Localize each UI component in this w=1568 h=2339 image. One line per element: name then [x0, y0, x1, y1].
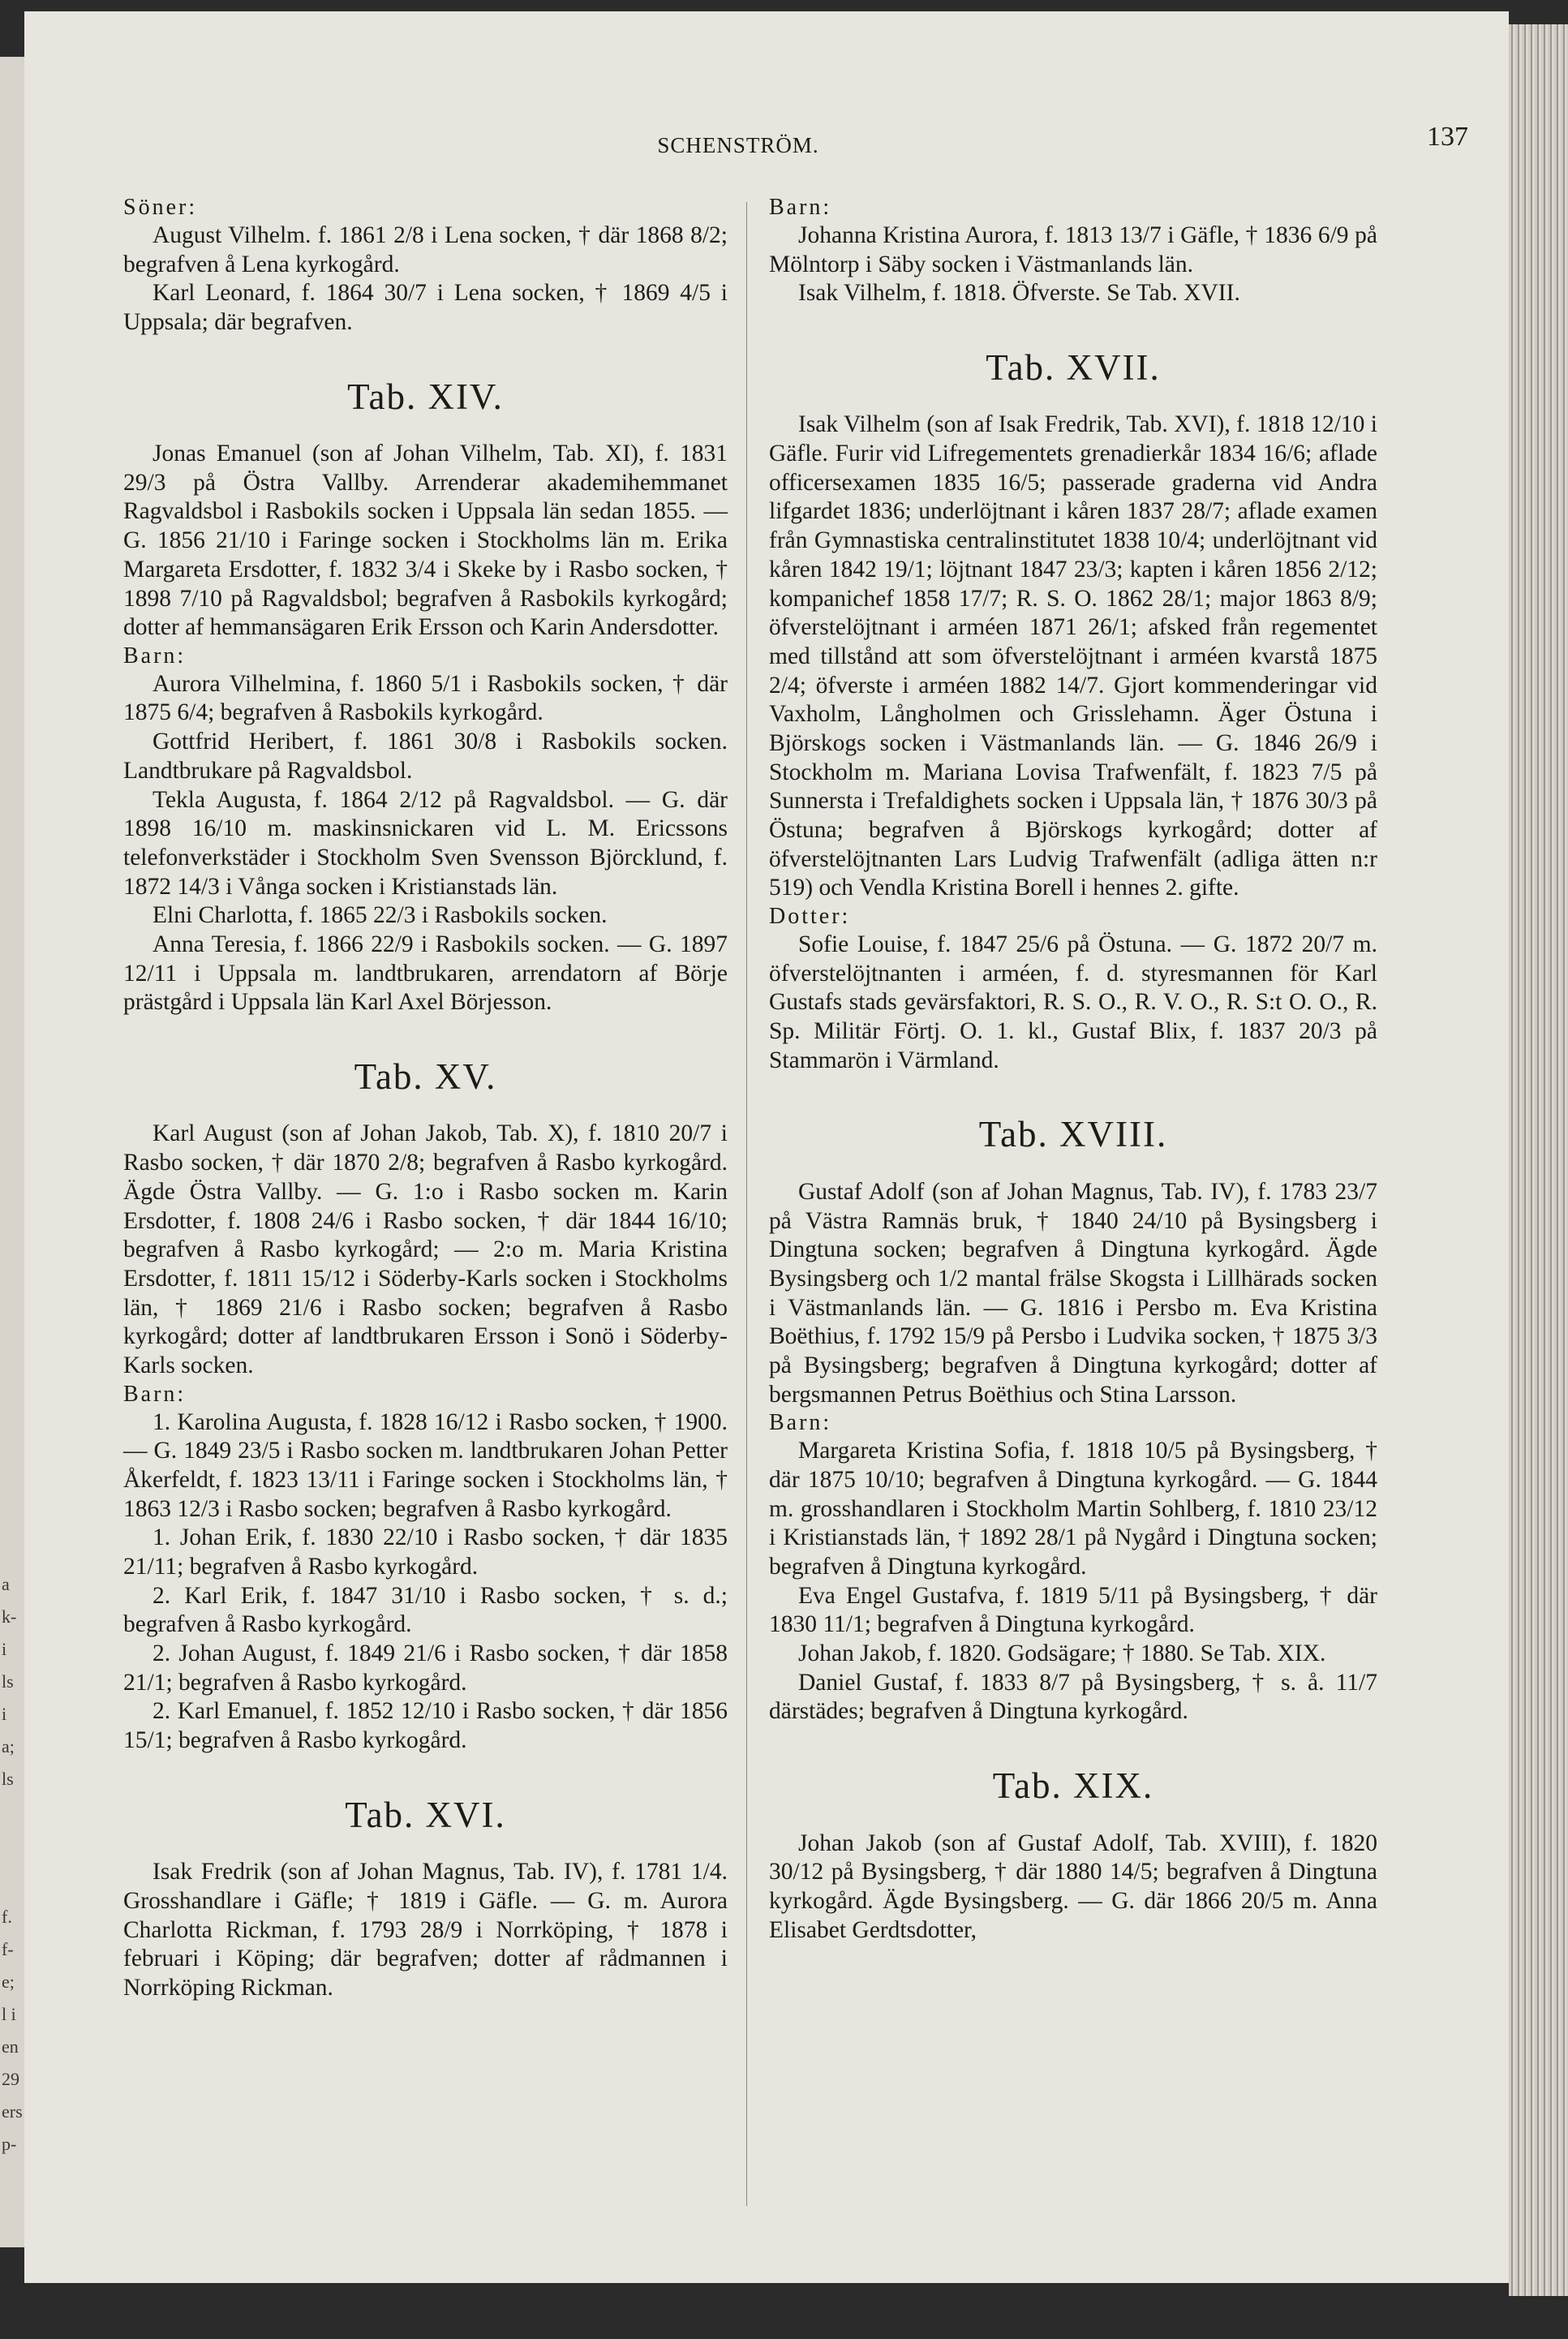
entry-text: Gottfrid Heribert, f. 1861 30/8 i Rasbokils socken. Landtbrukare på Ragvaldsbol.	[123, 729, 728, 784]
section-subheading: Barn:	[123, 1381, 187, 1407]
entry-text: 2. Karl Erik, f. 1847 31/10 i Rasbo socken, † s. d.; begrafven å Rasbo kyrkogård.	[123, 1582, 728, 1638]
margin-fragment: k-	[2, 1606, 17, 1627]
entry-text: Aurora Vilhelmina, f. 1860 5/1 i Rasbokils socken, † där 1875 6/4; begrafven å Rasbokils kyrkogård.	[123, 670, 728, 726]
margin-fragment: e;	[2, 1971, 15, 1992]
entry-text: Tekla Augusta, f. 1864 2/12 på Ragvaldsbol. — G. där 1898 16/10 m. maskinsnickaren vid L. M. Ericssons telefonverkstäder i Stockholm Sven Svensson Björcklund, f. 1872 14/3 i Vånga socken i Kristianstads län.	[123, 786, 728, 900]
entry-text: Isak Vilhelm (son af Isak Fredrik, Tab. XVI), f. 1818 12/10 i Gäfle. Furir vid Lifregementets grenadierkår 1834 16/6; aflade officersexamen 1835 16/5; passerade graderna vid Andra lifgardet 1836; underlöjtnant i kåren 1837 28/7; aflade examen från Gymnastiska centralinstitutet 1838 10/4; underlöjtnant vid kåren 1842 19/1; löjtnant 1847 23/3; kapten i kåren 1856 2/12; kompanichef 1858 17/7; R. S. O. 1862 28/1; major 1863 8/9; öfverstelöjtnant i arméen 1871 26/1; afsked från regementet med tillstånd att som öfverstelöjtnant i arméen kvarstå 1875 2/4; öfverste i arméen 1882 14/7. Gjort kommenderingar vid Vaxholm, Långholmen och Grisslehamn. Äger Östuna i Björskogs socken i Västmanlands län. — G. 1846 26/9 i Stockholm m. Mariana Lovisa Trafwenfält, f. 1823 7/5 på Sunnersta i Trefaldighets socken i Uppsala län, † 1876 30/3 på Östuna; begrafven å Björskogs kyrkogård; dotter af öfverstelöjtnanten Lars Ludvig Trafwenfält (adliga ätten n:r 519) och Vendla Kristina Borell i hennes 2. gifte.	[769, 411, 1377, 901]
entry-text: 2. Karl Emanuel, f. 1852 12/10 i Rasbo socken, † där 1856 15/1; begrafven å Rasbo kyrkogård.	[123, 1698, 728, 1754]
entry-text: Daniel Gustaf, f. 1833 8/7 på Bysingsberg, † s. å. 11/7 därstädes; begrafven å Dingtuna kyrkogård.	[769, 1669, 1377, 1725]
margin-fragment: en	[2, 2036, 19, 2057]
margin-fragment: i	[2, 1704, 7, 1724]
margin-fragment: f-	[2, 1939, 14, 1959]
entry-text: Isak Fredrik (son af Johan Magnus, Tab. IV), f. 1781 1/4. Grosshandlare i Gäfle; † 1819 i Gäfle. — G. m. Aurora Charlotta Rickman, f. 1793 28/9 i Norrköping, † 1878 i februari i Köping; där begrafven; dotter af rådmannen i Norrköping Rickman.	[123, 1859, 728, 2001]
margin-fragment: ers	[2, 2101, 23, 2122]
section-subheading: Söner:	[123, 195, 198, 220]
table-heading: Tab. XVIII.	[978, 1114, 1168, 1155]
entry-text: 1. Karolina Augusta, f. 1828 16/12 i Rasbo socken, † 1900. — G. 1849 23/5 i Rasbo socken m. landtbrukaren Johan Petter Åkerfeldt, f. 1823 13/11 i Faringe socken i Stockholms län, † 1863 12/3 i Rasbo socken; begrafven å Rasbo kyrkogård.	[123, 1408, 728, 1522]
column-divider	[746, 202, 747, 2206]
entry-text: Johan Jakob (son af Gustaf Adolf, Tab. XVIII), f. 1820 30/12 på Bysingsberg, † där 1880 14/5; begrafven å Dingtuna kyrkogård. Ägde Bysingsberg. — G. där 1866 20/5 m. Anna Elisabet Gerdtsdotter,	[769, 1829, 1377, 1943]
section-subheading: Barn:	[769, 1410, 832, 1436]
margin-fragment: a;	[2, 1736, 15, 1756]
margin-fragment: l i	[2, 2004, 16, 2024]
right-column	[769, 194, 1377, 1945]
page-header	[24, 122, 1509, 174]
entry-text: Elni Charlotta, f. 1865 22/3 i Rasbokils socken.	[153, 902, 608, 929]
entry-text: Anna Teresia, f. 1866 22/9 i Rasbokils socken. — G. 1897 12/11 i Uppsala m. landtbrukaren, arrendatorn af Börje prästgård i Uppsala län Karl Axel Börjesson.	[123, 931, 728, 1016]
entry-text: Isak Vilhelm, f. 1818. Öfverste. Se Tab. XVII.	[798, 280, 1240, 307]
running-title: SCHENSTRÖM.	[657, 133, 819, 157]
entry-text: Sofie Louise, f. 1847 25/6 på Östuna. — G. 1872 20/7 m. öfverstelöjtnanten i arméen, f. d. styresmannen för Karl Gustafs stads gevärsfaktori, R. S. O., R. V. O., R. S:t O. O., R. Sp. Militär Förtj. O. 1. kl., Gustaf Blix, f. 1837 20/3 på Stammarön i Värmland.	[769, 931, 1377, 1073]
entry-text: Margareta Kristina Sofia, f. 1818 10/5 på Bysingsberg, † där 1875 10/10; begrafven å Dingtuna kyrkogård. — G. 1844 m. grosshandlaren i Stockholm Martin Sohlberg, f. 1810 23/12 i Kristianstads län, † 1892 28/1 på Nygård i Dingtuna socken; begrafven å Dingtuna kyrkogård.	[769, 1438, 1377, 1580]
margin-fragment: f.	[2, 1907, 12, 1927]
entry-text: Johan Jakob, f. 1820. Godsägare; † 1880. Se Tab. XIX.	[798, 1640, 1326, 1666]
entry-text: Jonas Emanuel (son af Johan Vilhelm, Tab. XI), f. 1831 29/3 på Östra Vallby. Arrenderar akademihemmanet Ragvaldsbol i Rasbokils socken i Uppsala län sedan 1855. — G. 1856 21/10 i Faringe socken i Stockholms län m. Erika Margareta Ersdotter, f. 1832 3/4 i Skeke by i Rasbo socken, † 1898 7/10 på Ragvaldsbol; begrafven å Rasbokils kyrkogård; dotter af hemmansägaren Erik Ersson och Karin Andersdotter.	[123, 441, 728, 641]
table-heading: Tab. XIX.	[992, 1765, 1154, 1807]
book-page	[24, 11, 1509, 2283]
margin-fragment: p-	[2, 2134, 17, 2154]
entry-text: Eva Engel Gustafva, f. 1819 5/11 på Bysingsberg, † där 1830 11/1; begrafven å Dingtuna kyrkogård.	[769, 1582, 1377, 1638]
left-column	[123, 194, 728, 2003]
margin-fragment: ls	[2, 1769, 14, 1789]
section-subheading: Barn:	[769, 195, 832, 220]
entry-text: August Vilhelm. f. 1861 2/8 i Lena socken, † där 1868 8/2; begrafven å Lena kyrkogård.	[123, 221, 728, 277]
entry-text: Karl August (son af Johan Jakob, Tab. X), f. 1810 20/7 i Rasbo socken, † där 1870 2/8; begrafven å Rasbo kyrkogård. Ägde Östra Vallby. — G. 1:o i Rasbo socken m. Karin Ersdotter, f. 1808 24/6 i Rasbo socken, † där 1844 16/10; begrafven å Rasbo kyrkogård; — 2:o m. Maria Kristina Ersdotter, f. 1811 15/12 i Söderby-Karls socken i Stockholms län, † 1869 21/6 i Rasbo socken; begrafven å Rasbo kyrkogård; dotter af landtbrukaren Ersson i Sonö i Söderby-Karls socken.	[123, 1120, 728, 1378]
entry-text: Karl Leonard, f. 1864 30/7 i Lena socken, † 1869 4/5 i Uppsala; där begrafven.	[123, 280, 728, 335]
margin-fragment: a	[2, 1574, 10, 1594]
page-edge-stack	[1509, 24, 1568, 2296]
table-heading: Tab. XVI.	[345, 1794, 506, 1835]
entry-text: 1. Johan Erik, f. 1830 22/10 i Rasbo socken, † där 1835 21/11; begrafven å Rasbo kyrkogård.	[123, 1524, 728, 1580]
margin-fragment: i	[2, 1639, 7, 1659]
section-subheading: Barn:	[123, 643, 187, 669]
table-heading: Tab. XVII.	[986, 346, 1161, 388]
page-number: 137	[1427, 122, 1468, 152]
section-subheading: Dotter:	[769, 904, 851, 930]
table-heading: Tab. XIV.	[347, 376, 504, 417]
entry-text: Gustaf Adolf (son af Johan Magnus, Tab. IV), f. 1783 23/7 på Västra Ramnäs bruk, † 1840 24/10 på Bysingsberg i Dingtuna socken; begrafven å Dingtuna kyrkogård. Ägde Bysingsberg och 1/2 mantal frälse Skogsta i Lillhärads socken i Västmanlands län. — G. 1816 i Persbo m. Eva Kristina Boëthius, f. 1792 15/9 på Persbo i Ludvika socken, † 1875 3/3 på Bysingsberg; begrafven å Dingtuna kyrkogård; dotter af bergsmannen Petrus Boëthius och Stina Larsson.	[769, 1178, 1377, 1408]
margin-fragment: ls	[2, 1671, 14, 1692]
entry-text: 2. Johan August, f. 1849 21/6 i Rasbo socken, † där 1858 21/1; begrafven å Rasbo kyrkogård.	[123, 1640, 728, 1696]
margin-fragment: 29	[2, 2069, 19, 2089]
table-heading: Tab. XV.	[354, 1056, 497, 1097]
entry-text: Johanna Kristina Aurora, f. 1813 13/7 i Gäfle, † 1836 6/9 på Mölntorp i Säby socken i Västmanlands län.	[769, 221, 1377, 277]
